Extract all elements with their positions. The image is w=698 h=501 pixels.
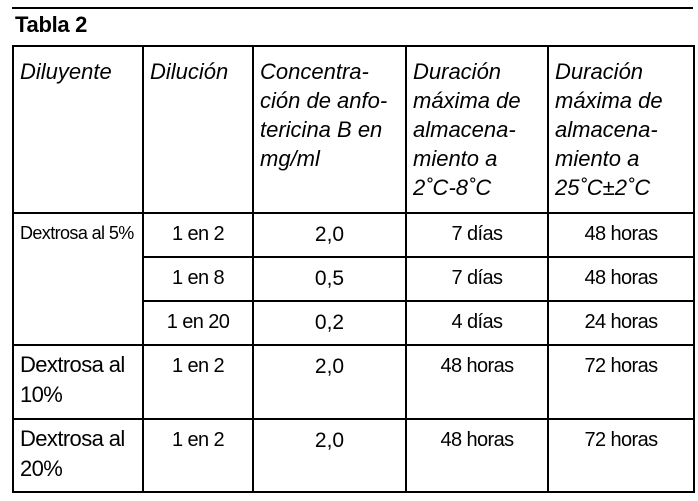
storage-2-8-cell: 7 días <box>406 257 548 301</box>
header-row <box>13 46 694 213</box>
dilution-cell: 1 en 8 <box>143 257 253 301</box>
storage-2-8-cell: 48 horas <box>406 345 548 419</box>
dilution-cell: 1 en 2 <box>143 419 253 492</box>
concentration-cell: 2,0 <box>253 213 406 257</box>
dilution-cell: 1 en 2 <box>143 345 253 419</box>
concentration-cell: 0,2 <box>253 301 406 345</box>
concentration-cell: 2,0 <box>253 345 406 419</box>
concentration-cell: 0,5 <box>253 257 406 301</box>
diluent-cell: Dextrosa al 20% <box>13 419 143 492</box>
table-row <box>13 419 694 492</box>
header-concentration: Concentra- ción de anfo- tericina B en mg/ml <box>253 46 406 213</box>
storage-25-cell: 48 horas <box>548 213 694 257</box>
header-storage-2-8: Duración máxima de almacena- miento a 2˚C-8˚C <box>406 46 548 213</box>
header-dilution: Dilución <box>143 46 253 213</box>
dilution-cell: 1 en 20 <box>143 301 253 345</box>
storage-2-8-cell: 4 días <box>406 301 548 345</box>
header-diluent: Diluyente <box>13 46 143 213</box>
storage-25-cell: 24 horas <box>548 301 694 345</box>
storage-25-cell: 72 horas <box>548 345 694 419</box>
table-row <box>13 213 694 257</box>
dilution-cell: 1 en 2 <box>143 213 253 257</box>
storage-25-cell: 72 horas <box>548 419 694 492</box>
storage-25-cell: 48 horas <box>548 257 694 301</box>
header-storage-25: Duración máxima de almacena- miento a 25˚C±2˚C <box>548 46 694 213</box>
table-row <box>13 345 694 419</box>
data-table <box>12 45 695 493</box>
storage-2-8-cell: 7 días <box>406 213 548 257</box>
concentration-cell: 2,0 <box>253 419 406 492</box>
storage-2-8-cell: 48 horas <box>406 419 548 492</box>
diluent-cell: Dextrosa al 10% <box>13 345 143 419</box>
diluent-cell: Dextrosa al 5% <box>13 213 143 345</box>
table-title: Tabla 2 <box>15 12 88 37</box>
title-rule <box>12 7 693 9</box>
